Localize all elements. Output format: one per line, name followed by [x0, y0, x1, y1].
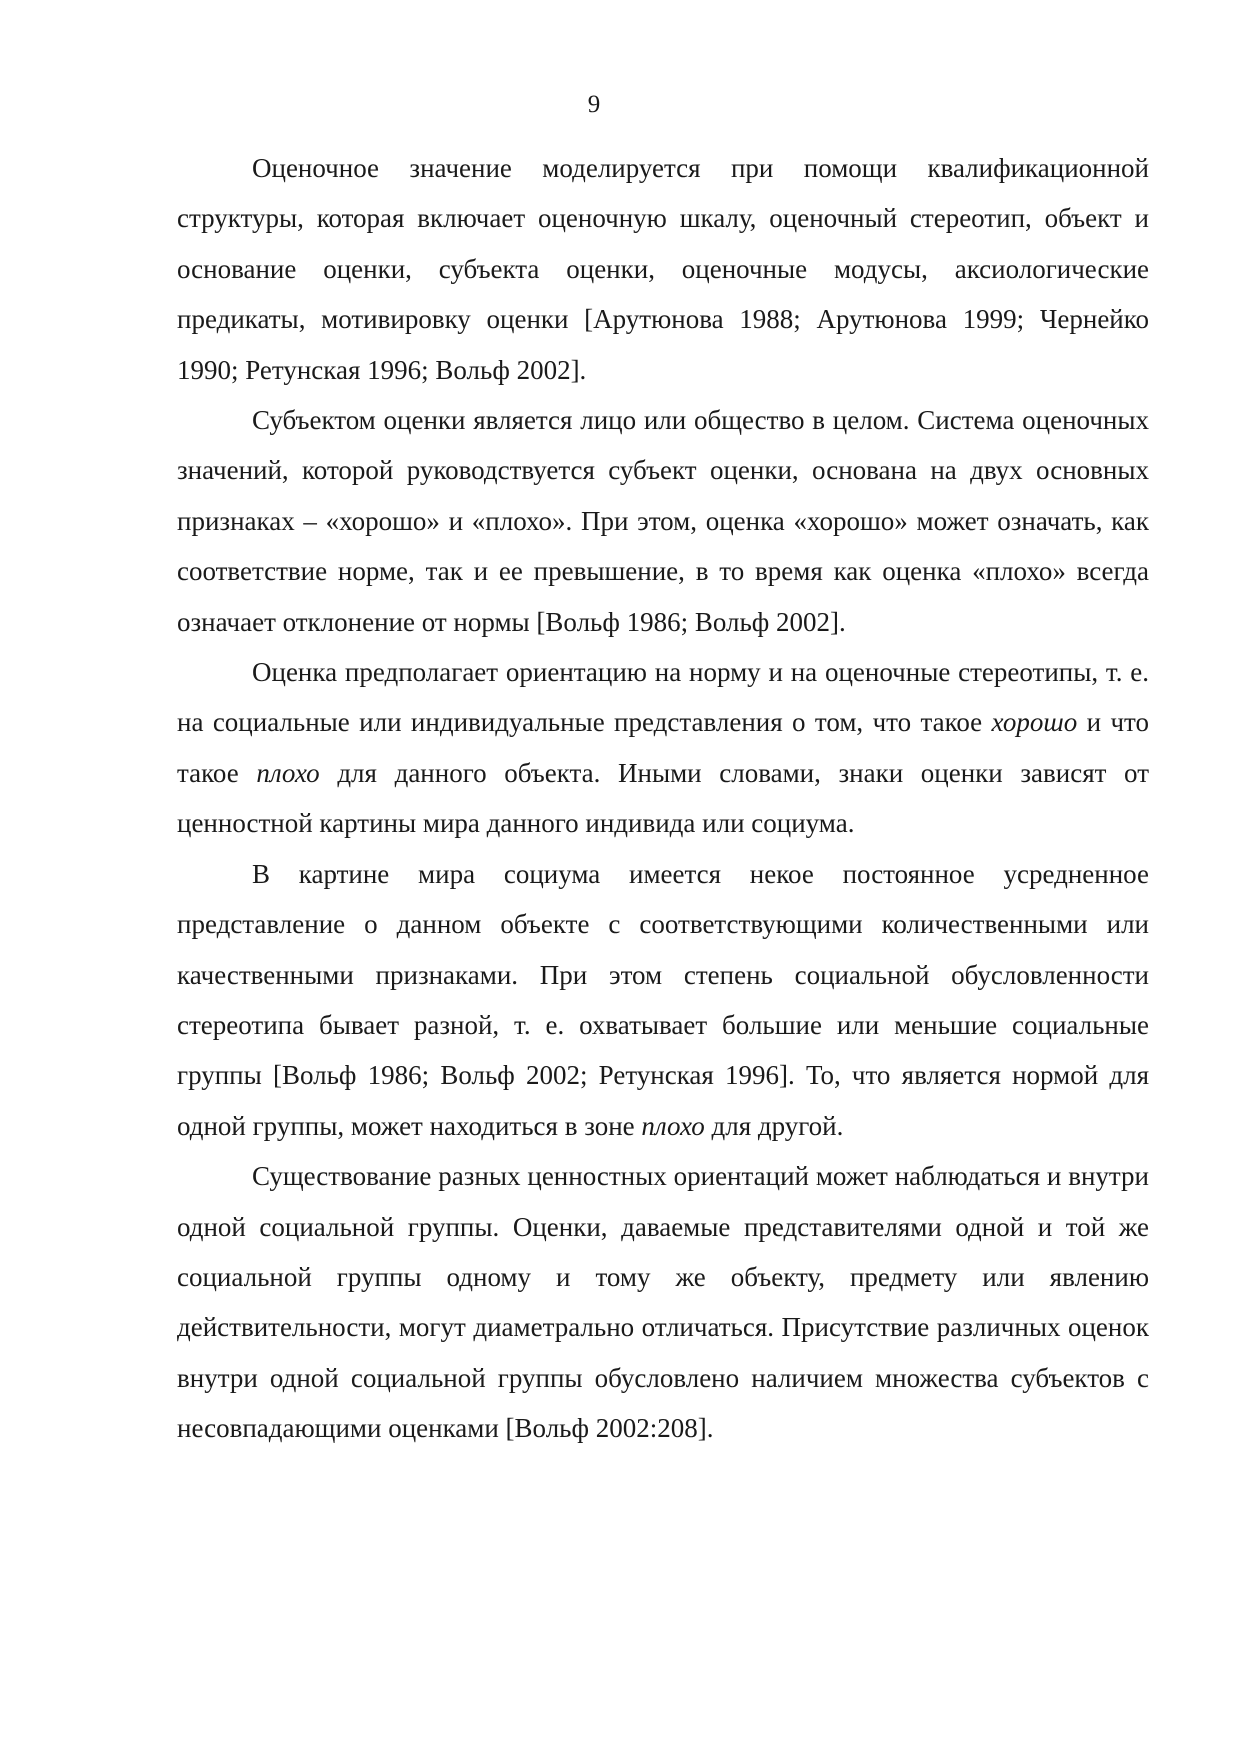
page-number: 9 — [587, 91, 601, 118]
paragraph-evaluative-meaning — [177, 143, 1149, 395]
text-segment: и что такое — [177, 707, 1149, 788]
text-segment: Существование разных ценностных ориентаций может наблюдаться и внутри одной социальной группы. Оценки, даваемые представителями одной и той же социальной группы одному и тому же объекту, предмету или явлению действительности, могут диаметрально отличаться. Присутствие различных оценок внутри одной социальной группы обусловлено наличием множества субъектов с несовпадающими оценками [Вольф 2002:208]. — [177, 1161, 1149, 1444]
body-text — [177, 143, 1149, 1454]
text-segment: В картине мира социума имеется некое постоянное усредненное представление о данном объекте с соответствующими количественными или качественными признаками. При этом степень социальной обусловленности стереотипа бывает разной, т. е. охватывает большие или меньшие социальные группы [Вольф 1986; Вольф 2002; Ретунская 1996]. То, что является нормой для одной группы, может находиться в зоне — [177, 858, 1149, 1141]
text-segment: Оценочное значение моделируется при помощи квалификационной структуры, которая включает оценочную шкалу, оценочный стереотип, объект и основание оценки, субъекта оценки, оценочные модусы, аксиологические предикаты, мотивировку оценки [Арутюнова 1988; Арутюнова 1999; Чернейко 1990; Ретунская 1996; Вольф 2002]. — [177, 153, 1149, 385]
text-segment: для другой. — [704, 1110, 844, 1141]
italic-term: хорошо — [991, 707, 1078, 738]
text-segment: для данного объекта. Иными словами, знаки оценки зависят от ценностной картины мира данного индивида или социума. — [177, 757, 1149, 839]
paragraph-world-picture — [177, 849, 1149, 1151]
italic-term: плохо — [641, 1110, 705, 1141]
text-segment: Оценка предполагает ориентацию на норму и на оценочные стереотипы, т. е. на социальные или индивидуальные представления о том, что такое — [177, 657, 1149, 738]
paragraph-subject-of-evaluation — [177, 395, 1149, 647]
text-segment: Субъектом оценки является лицо или общество в целом. Система оценочных значений, которой руководствуется субъект оценки, основана на двух основных признаках – «хорошо» и «плохо». При этом, оценка «хорошо» может означать, как соответствие норме, так и ее превышение, в то время как оценка «плохо» всегда означает отклонение от нормы [Вольф 1986; Вольф 2002]. — [177, 405, 1149, 637]
italic-term: плохо — [256, 757, 320, 788]
paragraph-norm-orientation — [177, 647, 1149, 849]
paragraph-value-orientations — [177, 1151, 1149, 1453]
